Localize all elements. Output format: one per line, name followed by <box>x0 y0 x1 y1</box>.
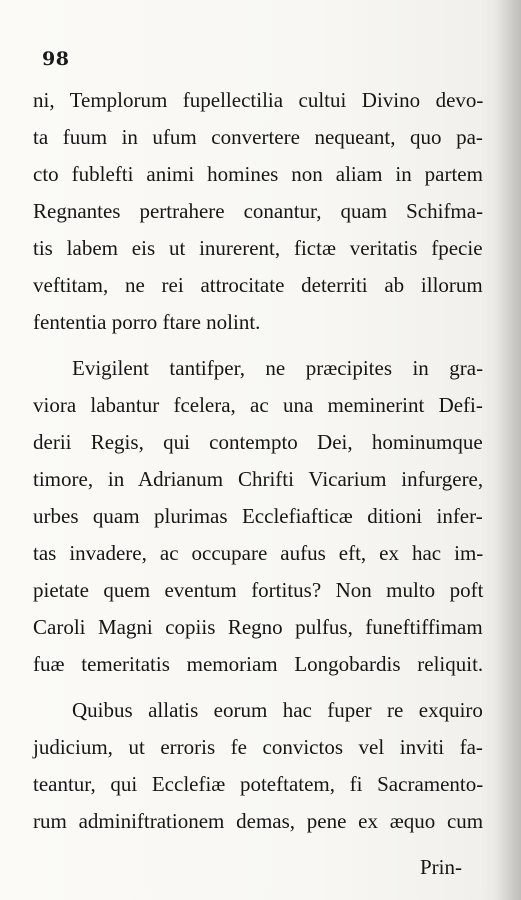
text-line: derii Regis, qui contempto Dei, hominumque <box>33 430 483 454</box>
text-line: viora labantur fcelera, ac una meminerint Defi- <box>33 393 483 417</box>
text-line: ta fuum in ufum convertere nequeant, quo pa- <box>33 125 483 149</box>
text-line: teantur, qui Ecclefiæ poteftatem, fi Sacramento- <box>33 772 484 796</box>
page-number: 98 <box>42 48 70 70</box>
binding-shadow <box>495 0 521 900</box>
catchword: Prin- <box>420 855 462 879</box>
text-line: rum adminiftrationem demas, pene ex æquo cum <box>33 809 484 833</box>
text-line: Caroli Magni copiis Regno pulfus, funeftiffimam <box>33 615 483 639</box>
text-line: fententia porro ftare nolint. <box>33 310 261 334</box>
text-line: veftitam, ne rei attrocitate deterriti ab illorum <box>33 273 483 297</box>
text-line: tis labem eis ut inurerent, fictæ veritatis fpecie <box>33 236 483 260</box>
text-line: ni, Templorum fupellectilia cultui Divino devo- <box>33 88 484 112</box>
text-line: Regnantes pertrahere conantur, quam Schifma- <box>33 199 484 223</box>
text-line: pietate quem eventum fortitus? Non multo poft <box>33 578 484 602</box>
text-line: Quibus allatis eorum hac fuper re exquiro <box>72 698 483 722</box>
text-line: urbes quam plurimas Ecclefiafticæ ditioni infer- <box>33 504 483 528</box>
text-line: Evigilent tantifper, ne præcipites in gra- <box>72 356 484 380</box>
text-line: tas invadere, ac occupare aufus eft, ex hac im- <box>33 541 484 565</box>
text-line: timore, in Adrianum Chrifti Vicarium infurgere, <box>33 467 484 491</box>
text-line: fuæ temeritatis memoriam Longobardis reliquit. <box>33 652 484 676</box>
text-line: judicium, ut erroris fe convictos vel inviti fa- <box>33 735 483 759</box>
text-line: cto fublefti animi homines non aliam in partem <box>33 162 483 186</box>
